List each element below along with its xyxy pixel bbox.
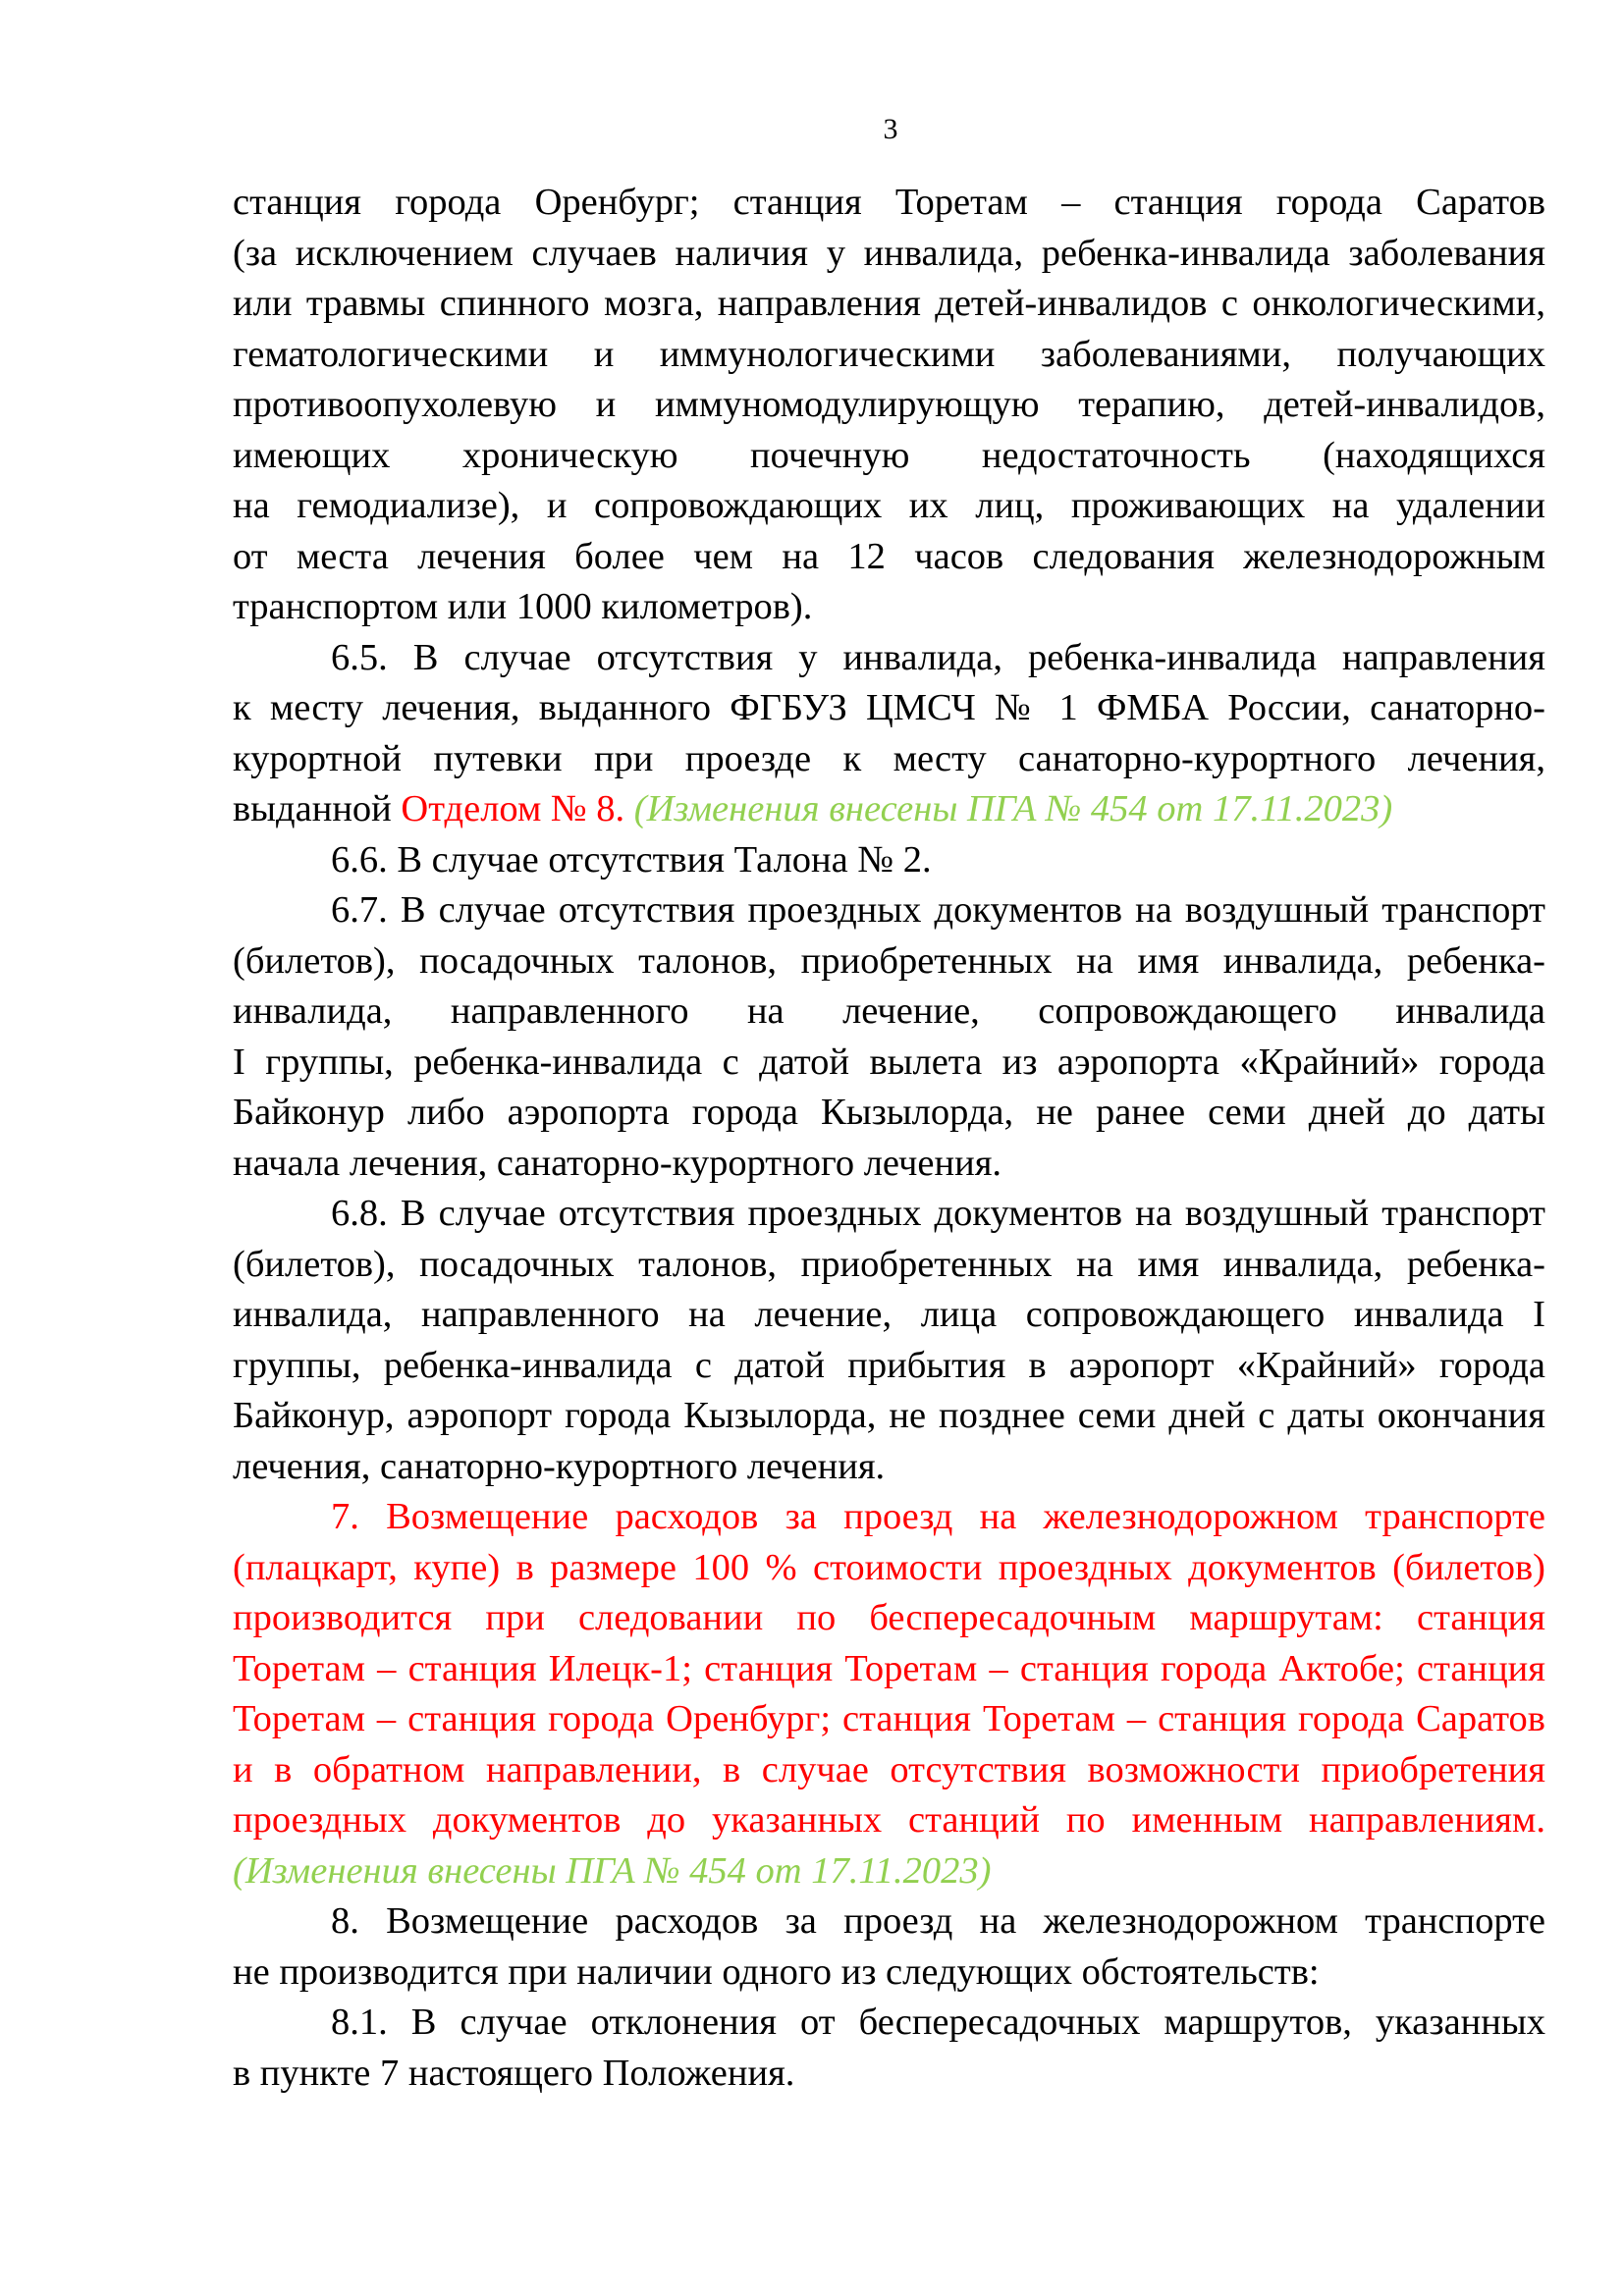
amended-text: 7. Возмещение расходов за проезд на железнодорожном транспорте [331,1496,1545,1537]
text-segment: 6.5. В случае отсутствия у инвалида, ребенка-инвалида направления [331,636,1545,678]
text-segment: инвалида, направленного на лечение, лица сопровождающего инвалида I [233,1294,1545,1335]
text-segment: (за исключением случаев наличия у инвалида, ребенка-инвалида заболевания [233,232,1545,274]
amended-text: Отделом № 8. [401,788,634,829]
text-segment: Байконур либо аэропорта города Кызылорда, не ранее семи дней до даты [233,1092,1545,1133]
text-segment: 6.7. В случае отсутствия проездных документов на воздушный транспорт [331,889,1545,931]
text-line [233,1998,1545,2049]
text-line [233,633,1545,684]
page-number: 3 [883,113,898,145]
amended-text: Торетам – станция города Оренбург; станция Торетам – станция города Саратов [233,1698,1545,1739]
text-line [233,1694,1545,1745]
text-segment: транспортом или 1000 километров). [233,586,813,627]
text-line [233,2049,1545,2100]
text-line [233,987,1545,1038]
text-segment: к месту лечения, выданного ФГБУЗ ЦМСЧ № 1 ФМБА России, санаторно- [233,687,1545,728]
text-line [233,1593,1545,1644]
amended-text: проездных документов до указанных станций по именным направлениям. [233,1799,1545,1841]
text-segment: 8.1. В случае отклонения от беспересадочных маршрутов, указанных [331,2002,1545,2043]
text-line [233,1543,1545,1594]
text-line [233,1492,1545,1543]
text-line [233,1088,1545,1139]
text-segment: (билетов), посадочных талонов, приобретенных на имя инвалида, ребенка- [233,939,1545,982]
text-segment: выданной [233,788,402,829]
text-segment: гематологическими и иммунологическими заболеваниями, получающих [233,333,1545,375]
paragraph-item-8 [233,1896,1545,1998]
text-segment: курортной путевки при проезде к месту санаторно-курортного лечения, [233,737,1545,779]
text-segment: или травмы спинного мозга, направления детей-инвалидов с онкологическими, [233,283,1545,324]
paragraph-item-7 [233,1492,1545,1896]
text-line [233,1391,1545,1442]
text-line [233,734,1545,785]
text-segment: группы, ребенка-инвалида с датой прибытия в аэропорт «Крайний» города [233,1344,1545,1386]
text-line [233,1442,1545,1493]
text-line [233,1240,1545,1291]
text-line [233,1139,1545,1190]
text-line [233,1745,1545,1796]
amendment-note: (Изменения внесены ПГА № 454 от 17.11.2023) [633,788,1393,829]
text-line [233,885,1545,936]
text-line [233,582,1545,633]
text-line [233,936,1545,988]
text-line [233,1290,1545,1341]
text-line [233,431,1545,482]
text-line [233,279,1545,330]
text-line [233,1038,1545,1089]
amended-text: Торетам – станция Илецк-1; станция Торетам – станция города Актобе; станция [233,1647,1545,1689]
text-segment: инвалида, направленного на лечение, сопровождающего инвалида [233,990,1545,1032]
text-line [233,1846,1545,1897]
text-line [233,178,1545,229]
text-segment: на гемодиализе), и сопровождающих их лиц, проживающих на удалении [233,485,1545,526]
text-segment: лечения, санаторно-курортного лечения. [233,1445,886,1487]
text-line [233,380,1545,431]
text-line [233,1896,1545,1948]
text-segment: станция города Оренбург; станция Торетам – станция города Саратов [233,182,1545,223]
paragraph-continuation-6-4 [233,178,1545,633]
text-line [233,1341,1545,1392]
text-segment: в пункте 7 настоящего Положения. [233,2052,795,2094]
amended-text: (плацкарт, купе) в размере 100 % стоимости проездных документов (билетов) [233,1546,1545,1588]
text-segment: (билетов), посадочных талонов, приобретенных на имя инвалида, ребенка- [233,1243,1545,1285]
text-segment: I группы, ребенка-инвалида с датой вылета из аэропорта «Крайний» города [233,1041,1545,1083]
text-line [233,1948,1545,1999]
text-line [233,330,1545,381]
text-line [233,1644,1545,1695]
text-segment: противоопухолевую и иммуномодулирующую терапию, детей-инвалидов, [233,384,1545,425]
amended-text: и в обратном направлении, в случае отсутствия возможности приобретения [233,1748,1545,1790]
paragraph-item-8-1 [233,1998,1545,2099]
text-segment: 6.6. В случае отсутствия Талона № 2. [331,838,932,881]
text-line [233,683,1545,734]
amendment-note: (Изменения внесены ПГА № 454 от 17.11.2023) [233,1849,992,1892]
text-line [233,835,1545,886]
text-line [233,532,1545,583]
text-segment: Байконур, аэропорт города Кызылорда, не позднее семи дней с даты окончания [233,1395,1545,1436]
text-line [233,1189,1545,1240]
text-segment: начала лечения, санаторно-курортного лечения. [233,1142,1002,1184]
text-segment: имеющих хроническую почечную недостаточность (находящихся [233,434,1545,476]
paragraph-item-6-7 [233,885,1545,1189]
paragraph-item-6-8 [233,1189,1545,1492]
amended-text: производится при следовании по беспересадочным маршрутам: станция [233,1597,1545,1638]
document-body [233,178,1545,2099]
text-segment: не производится при наличии одного из следующих обстоятельств: [233,1950,1320,1993]
text-segment: от места лечения более чем на 12 часов следования железнодорожным [233,535,1545,577]
text-segment: 8. Возмещение расходов за проезд на железнодорожном транспорте [331,1900,1545,1942]
text-line [233,481,1545,532]
text-line [233,229,1545,280]
text-segment: 6.8. В случае отсутствия проездных документов на воздушный транспорт [331,1193,1545,1234]
paragraph-item-6-6 [233,835,1545,886]
text-line [233,1795,1545,1846]
text-line [233,784,1545,835]
paragraph-item-6-5 [233,633,1545,835]
